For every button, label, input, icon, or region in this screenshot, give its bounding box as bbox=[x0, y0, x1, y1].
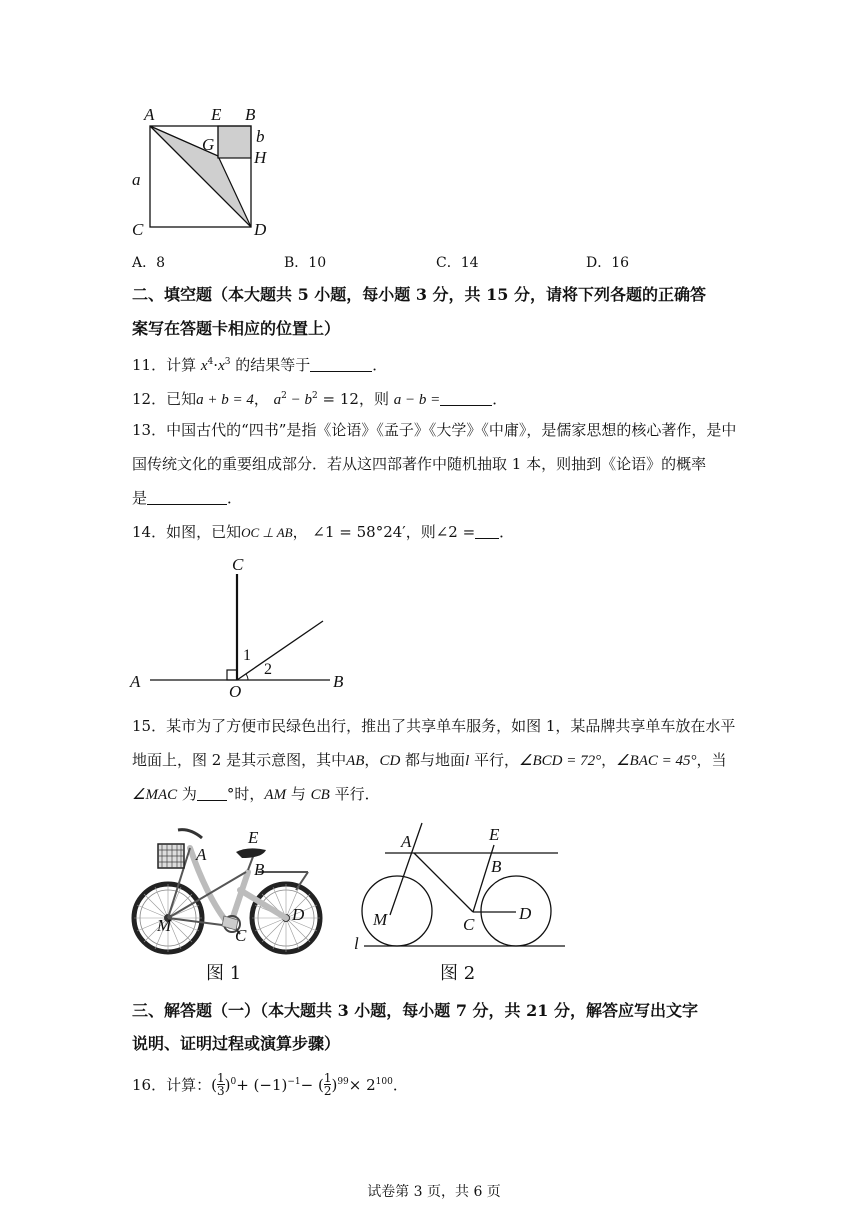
label-A: A bbox=[144, 105, 155, 124]
option-d[interactable]: D．16 bbox=[586, 255, 630, 271]
question-15-line3: ∠MAC 为 °时，AM 与 CB 平行． bbox=[132, 785, 380, 803]
option-c[interactable]: C．14 bbox=[436, 255, 479, 271]
question-14: 14．如图，已知OC ⊥ AB， ∠1 = 58°24′，则∠2 = ． bbox=[132, 523, 515, 541]
question-12: 12．已知a + b = 4， $a^2 - b^2 = 12$，则 a − b = ． bbox=[132, 390, 508, 408]
page-footer: 试卷第 3 页，共 6 页 bbox=[367, 1184, 501, 1200]
figure-1-caption: 图 1 bbox=[206, 963, 242, 984]
label-H: H bbox=[254, 148, 267, 167]
schema-label-M: M bbox=[373, 910, 388, 929]
right-angle-mark bbox=[227, 670, 237, 680]
label-D: D bbox=[254, 220, 267, 239]
option-a[interactable]: A．8 bbox=[132, 255, 166, 271]
label-A: A bbox=[130, 672, 141, 691]
section3-heading-line2: 说明、证明过程或演算步骤） bbox=[132, 1034, 341, 1053]
section3-heading-line1: 三、解答题（一）（本大题共 3 小题，每小题 7 分，共 21 分，解答应写出文字 bbox=[132, 1001, 698, 1020]
label-b: b bbox=[256, 127, 265, 146]
schema-label-l: l bbox=[354, 934, 359, 953]
bike-label-C: C bbox=[235, 926, 247, 945]
bike-label-E: E bbox=[248, 828, 259, 847]
label-angle-2: 2 bbox=[264, 661, 272, 678]
bike-label-B: B bbox=[254, 860, 265, 879]
question-13-line1: 13．中国古代的“四书”是指《论语》《孟子》《大学》《中庸》，是儒家思想的核心著作，是中 bbox=[132, 421, 737, 439]
angle-figure bbox=[140, 560, 350, 700]
answer-blank-12[interactable] bbox=[440, 391, 492, 406]
answer-blank-14[interactable] bbox=[475, 524, 499, 539]
schema-label-A: A bbox=[401, 832, 412, 851]
label-C: C bbox=[232, 555, 244, 574]
schema-label-B: B bbox=[491, 857, 502, 876]
schema-label-D: D bbox=[519, 904, 532, 923]
option-b[interactable]: B．10 bbox=[284, 255, 327, 271]
question-15-line2: 地面上，图 2 是其示意图，其中AB，CD 都与地面l 平行，∠BCD = 72°，∠BAC = 45°，当 bbox=[132, 751, 727, 769]
label-a: a bbox=[132, 170, 141, 189]
question-13-line2: 国传统文化的重要组成部分．若从这四部著作中随机抽取 1 本，则抽到《论语》的概率 bbox=[132, 455, 707, 473]
line-AC bbox=[414, 853, 473, 912]
answer-blank-13[interactable] bbox=[147, 490, 227, 505]
answer-blank-15[interactable] bbox=[197, 786, 227, 801]
question-11: 11．计算 $x^4\cdot x^3$ 的结果等于 ． bbox=[132, 356, 388, 374]
angle-arc bbox=[246, 674, 248, 680]
label-C: C bbox=[132, 220, 144, 239]
small-square bbox=[218, 126, 251, 158]
figure-2-caption: 图 2 bbox=[440, 963, 476, 984]
label-B: B bbox=[245, 105, 256, 124]
line-CE bbox=[473, 845, 494, 912]
label-angle-1: 1 bbox=[243, 647, 251, 664]
label-E: E bbox=[211, 105, 222, 124]
bike-label-D: D bbox=[292, 905, 305, 924]
question-13-line3: 是 ． bbox=[132, 489, 243, 507]
schema-label-E: E bbox=[489, 825, 500, 844]
answer-blank-11[interactable] bbox=[310, 357, 372, 372]
section2-heading-line1: 二、填空题（本大题共 5 小题，每小题 3 分，共 15 分，请将下列各题的正确答 bbox=[132, 285, 706, 304]
label-G: G bbox=[202, 135, 215, 154]
front-wheel bbox=[481, 876, 551, 946]
bike-label-A: A bbox=[196, 845, 207, 864]
label-B: B bbox=[333, 672, 344, 691]
question-16: 16．计算： ( 1 3 ) 0 + (−1) −1 − ( 1 2 ) 99 × 2 100 ． bbox=[132, 1071, 408, 1098]
question-15-line1: 15．某市为了方便市民绿色出行，推出了共享单车服务，如图 1，某品牌共享单车放在水平 bbox=[132, 717, 736, 735]
schema-label-C: C bbox=[463, 915, 475, 934]
label-O: O bbox=[229, 682, 242, 701]
section2-heading-line2: 案写在答题卡相应的位置上） bbox=[132, 319, 341, 338]
bike-label-M: M bbox=[157, 916, 172, 935]
